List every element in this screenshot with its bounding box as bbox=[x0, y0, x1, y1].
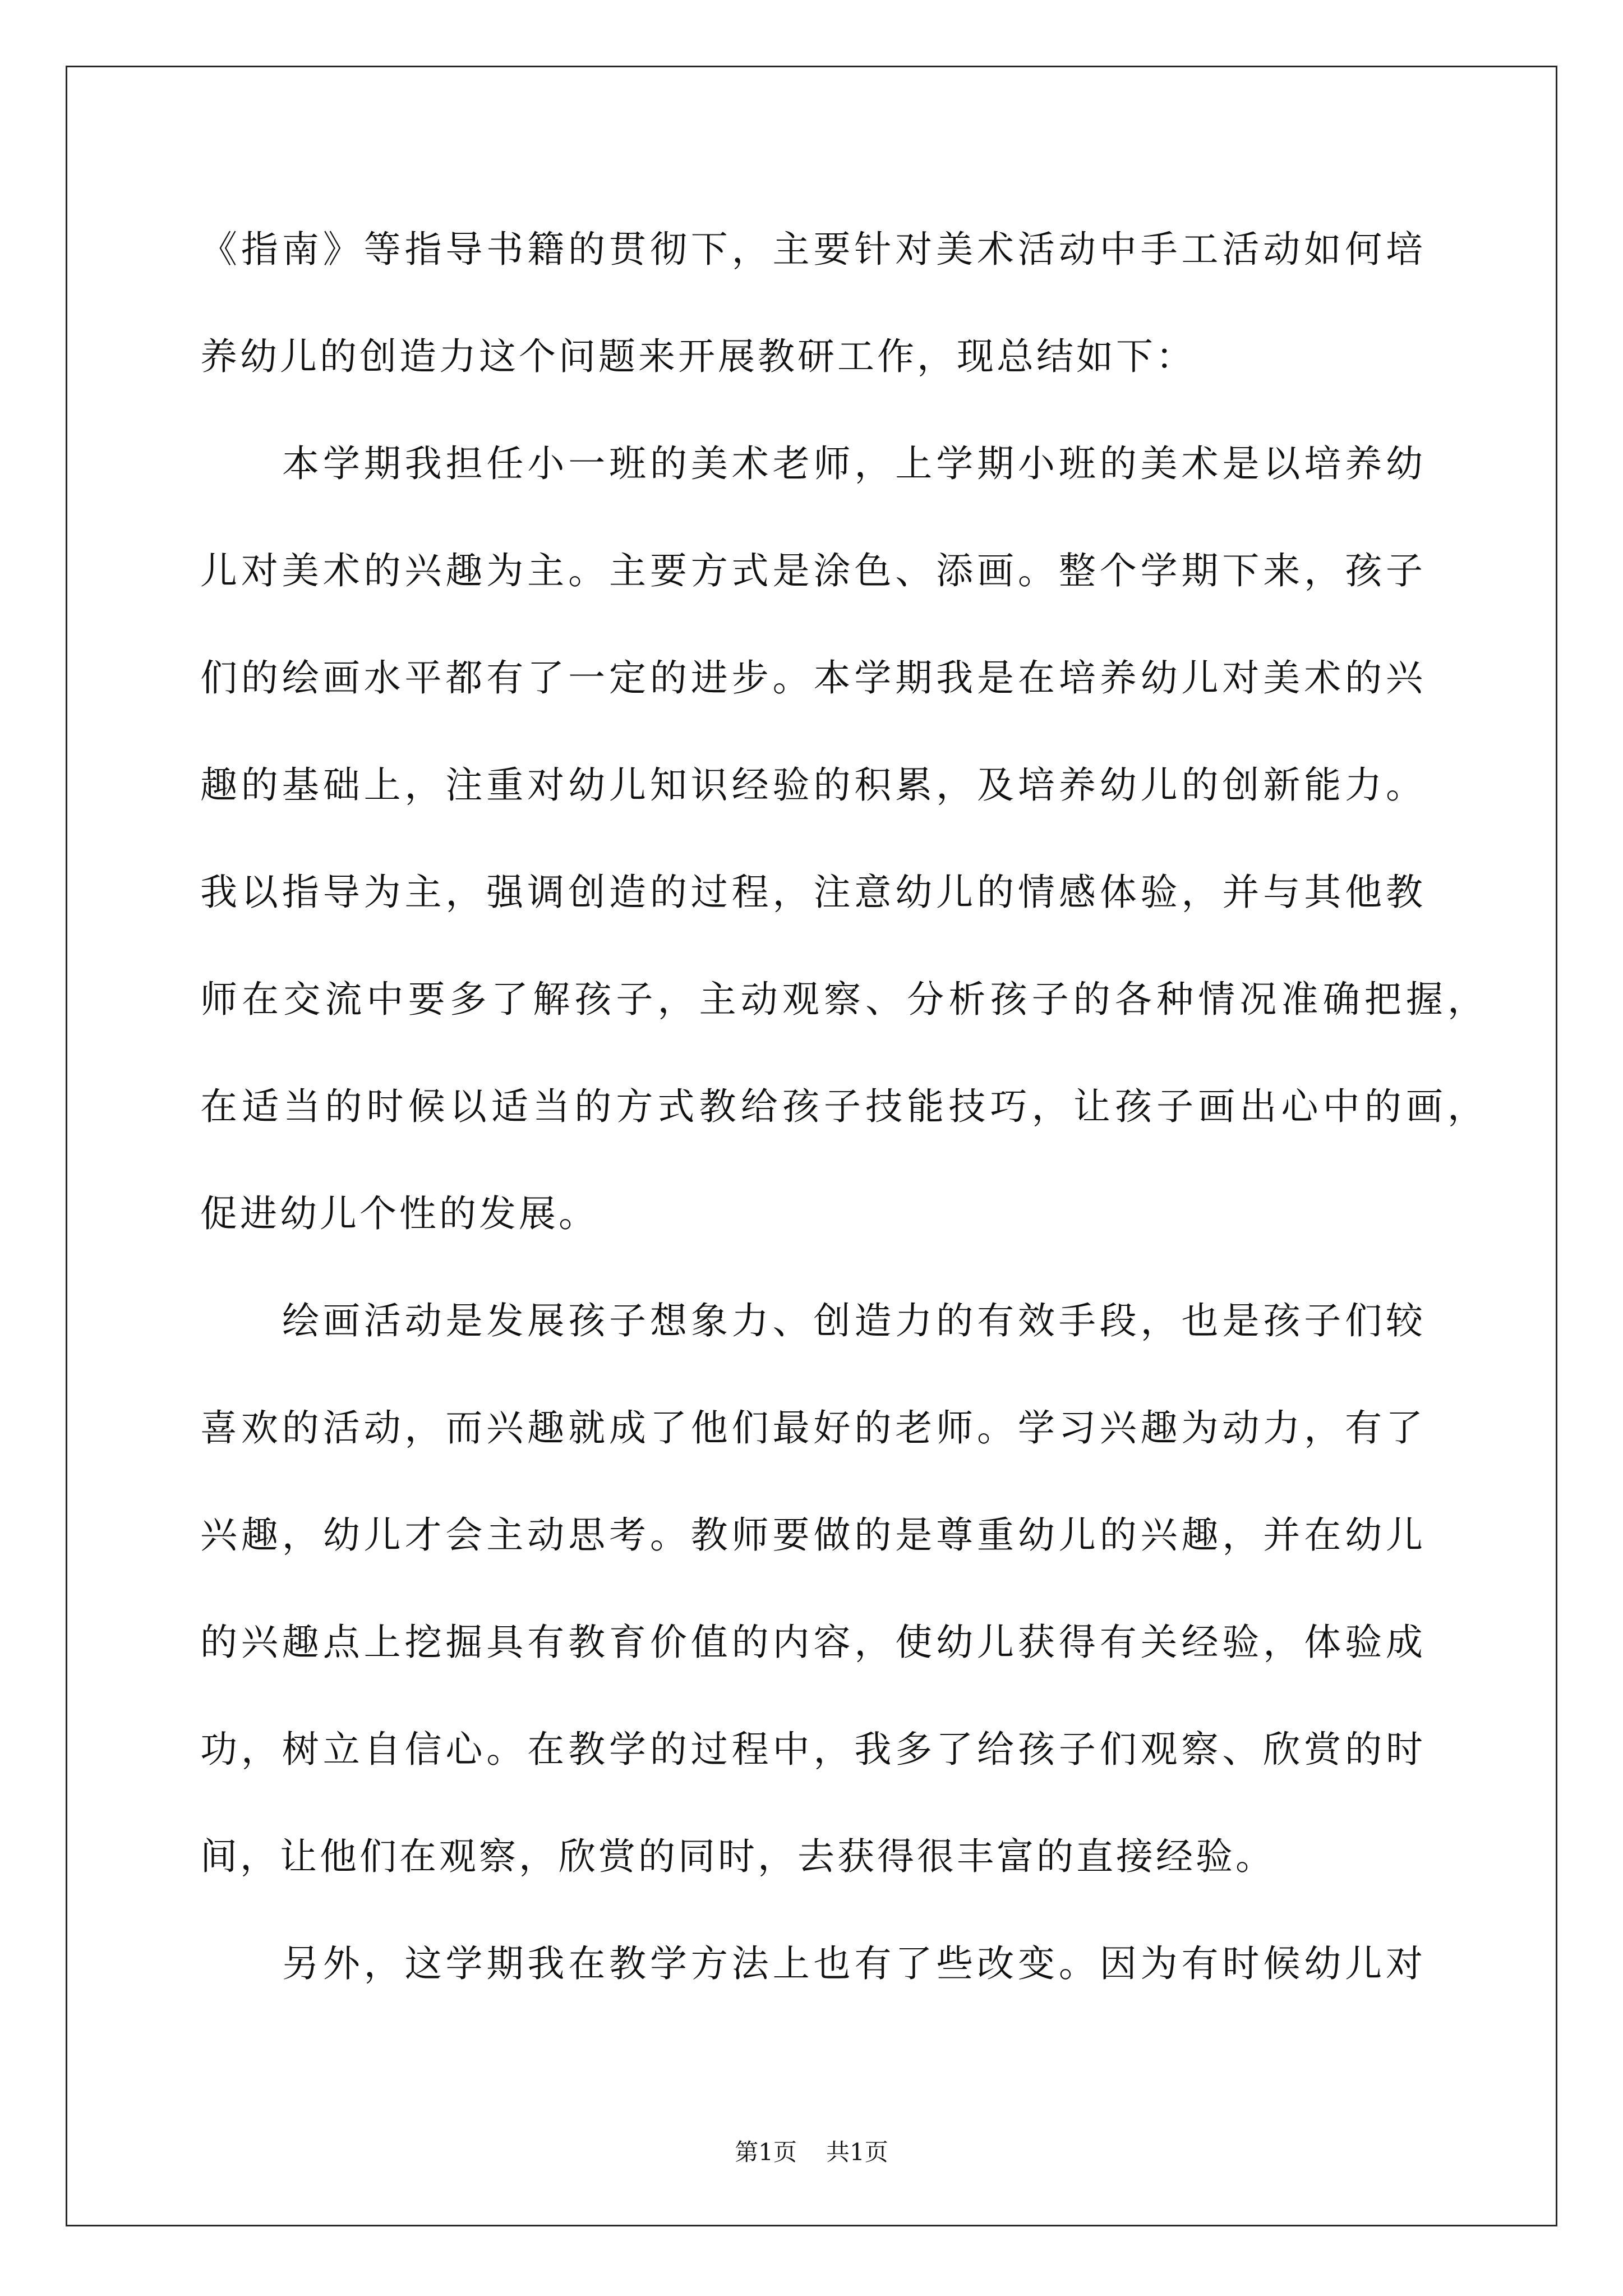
page-total-label: 共1页 bbox=[826, 2138, 888, 2166]
text-line: 另外，这学期我在教学方法上也有了些改变。因为有时候幼儿对 bbox=[282, 1942, 1423, 1985]
text-line: 促进幼儿个性的发展。 bbox=[200, 1192, 598, 1235]
text-line: 喜欢的活动，而兴趣就成了他们最好的老师。学习兴趣为动力，有了 bbox=[200, 1406, 1423, 1450]
text-line: 儿对美术的兴趣为主。主要方式是涂色、添画。整个学期下来，孩子 bbox=[200, 549, 1423, 592]
text-line: 本学期我担任小一班的美术老师，上学期小班的美术是以培养幼 bbox=[282, 442, 1423, 485]
paragraph bbox=[200, 1267, 1490, 1910]
paragraph bbox=[200, 196, 1490, 410]
text-line: 在适当的时候以适当的方式教给孩子技能技巧，让孩子画出心中的画， bbox=[200, 1085, 1484, 1128]
paragraph bbox=[200, 410, 1490, 1267]
text-line: 们的绘画水平都有了一定的进步。本学期我是在培养幼儿对美术的兴 bbox=[200, 656, 1423, 700]
text-line: 《指南》等指导书籍的贯彻下，主要针对美术活动中手工活动如何培 bbox=[200, 228, 1423, 271]
document-body bbox=[200, 196, 1490, 2017]
text-line: 趣的基础上，注重对幼儿知识经验的积累，及培养幼儿的创新能力。 bbox=[200, 763, 1423, 807]
text-line: 间，让他们在观察，欣赏的同时，去获得很丰富的直接经验。 bbox=[200, 1835, 1275, 1878]
page-number-label: 第1页 bbox=[735, 2138, 797, 2166]
paragraph bbox=[200, 1910, 1490, 2017]
text-line: 我以指导为主，强调创造的过程，注意幼儿的情感体验，并与其他教 bbox=[200, 871, 1423, 914]
text-line: 兴趣，幼儿才会主动思考。教师要做的是尊重幼儿的兴趣，并在幼儿 bbox=[200, 1513, 1423, 1557]
text-line: 绘画活动是发展孩子想象力、创造力的有效手段，也是孩子们较 bbox=[282, 1299, 1423, 1342]
page-footer bbox=[0, 2137, 1623, 2168]
text-line: 师在交流中要多了解孩子，主动观察、分析孩子的各种情况准确把握， bbox=[200, 978, 1484, 1021]
text-line: 养幼儿的创造力这个问题来开展教研工作，现总结如下： bbox=[200, 335, 1196, 378]
text-line: 的兴趣点上挖掘具有教育价值的内容，使幼儿获得有关经验，体验成 bbox=[200, 1621, 1423, 1664]
text-line: 功，树立自信心。在教学的过程中，我多了给孩子们观察、欣赏的时 bbox=[200, 1728, 1423, 1771]
